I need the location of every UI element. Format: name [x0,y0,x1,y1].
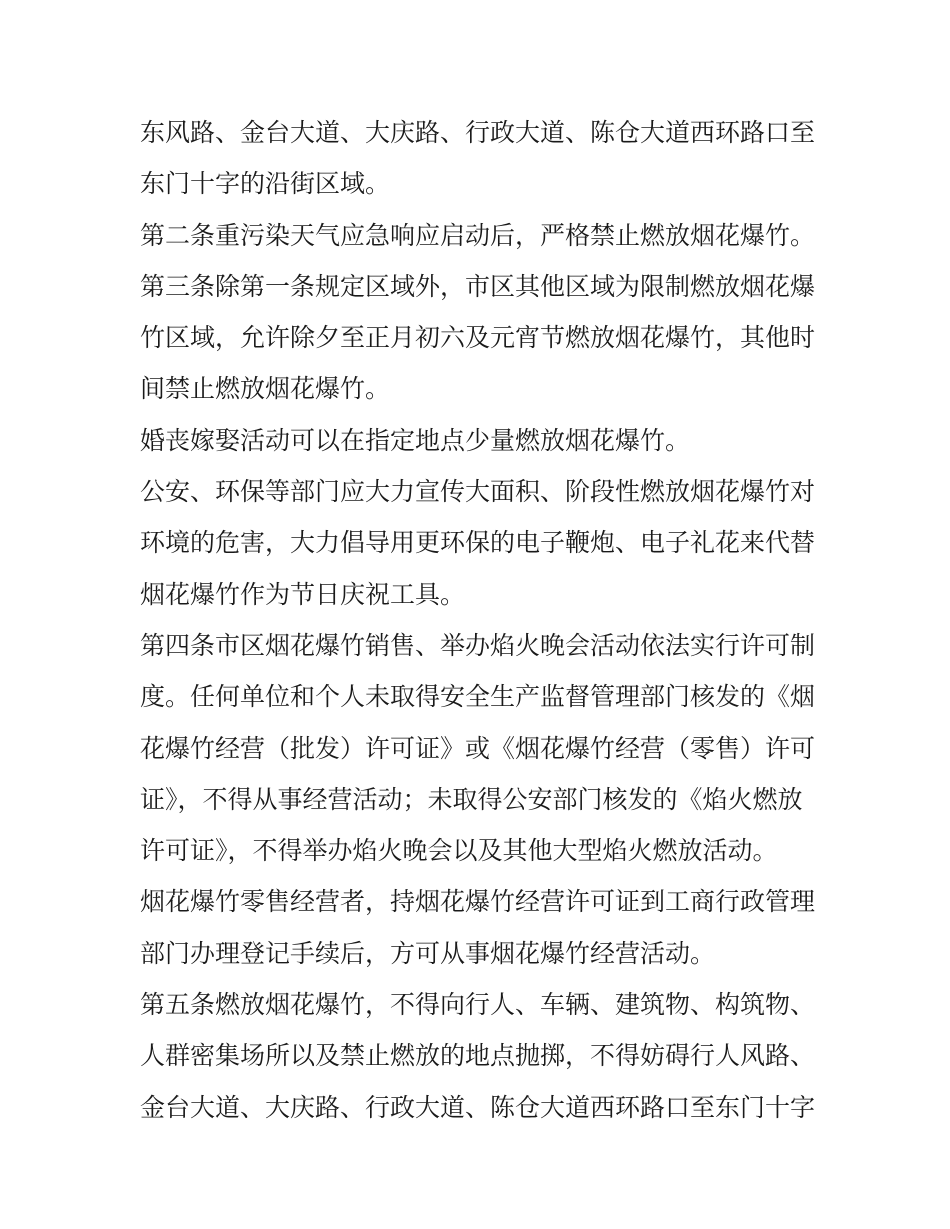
text-line: 第三条除第一条规定区域外，市区其他区域为限制燃放烟花爆 [140,271,816,301]
text-line: 东风路、金台大道、大庆路、行政大道、陈仓大道西环路口至 [140,118,816,147]
text-line: 部门办理登记手续后，方可从事烟花爆竹经营活动。 [140,938,716,968]
text-line: 婚丧嫁娶活动可以在指定地点少量燃放烟花爆竹。 [140,425,691,455]
text-line: 烟花爆竹作为节日庆祝工具。 [140,579,466,609]
text-line: 金台大道、大庆路、行政大道、陈仓大道西环路口至东门十字 [140,1092,816,1122]
text-line: 间禁止燃放烟花爆竹。 [140,374,391,404]
text-line: 东门十字的沿街区域。 [140,169,391,199]
text-line: 证》，不得从事经营活动；未取得公安部门核发的《焰火燃放 [140,784,803,814]
text-line: 公安、环保等部门应大力宣传大面积、阶段性燃放烟花爆竹对 [140,477,816,507]
text-line: 第二条重污染天气应急响应启动后，严格禁止燃放烟花爆竹。 [140,220,816,250]
text-line: 人群密集场所以及禁止燃放的地点抛掷，不得妨碍行人风路、 [140,1041,816,1071]
text-line: 度。任何单位和个人未取得安全生产监督管理部门核发的《烟 [140,682,816,712]
document-body [140,107,830,1133]
text-line: 环境的危害，大力倡导用更环保的电子鞭炮、电子礼花来代替 [140,528,816,558]
text-line: 烟花爆竹零售经营者，持烟花爆竹经营许可证到工商行政管理 [140,887,816,917]
text-line: 许可证》，不得举办焰火晚会以及其他大型焰火燃放活动。 [140,836,778,866]
text-line: 竹区域，允许除夕至正月初六及元宵节燃放烟花爆竹，其他时 [140,323,816,353]
text-line: 花爆竹经营（批发）许可证》或《烟花爆竹经营（零售）许可 [140,733,816,763]
text-line: 第四条市区烟花爆竹销售、举办焰火晚会活动依法实行许可制 [140,630,816,660]
text-line: 第五条燃放烟花爆竹，不得向行人、车辆、建筑物、构筑物、 [140,990,816,1020]
